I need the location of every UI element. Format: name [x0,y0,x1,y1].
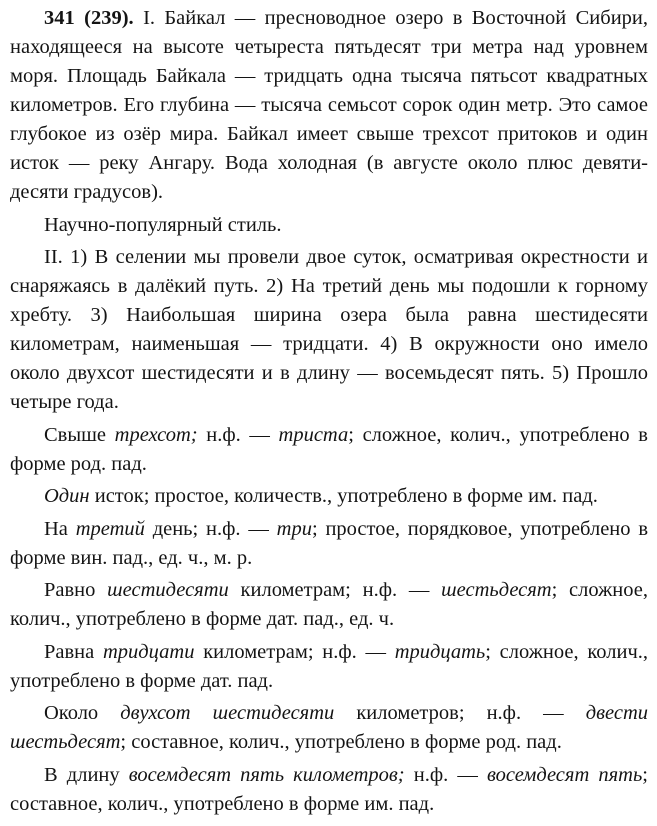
analysis-numeral: Один [44,485,90,507]
analysis-description: ; составное, колич., употреблено в форме род. пад. [120,731,562,753]
analysis-base-form: триста [278,423,349,446]
analysis-prefix: Равно [44,579,108,601]
analysis-item [10,515,648,573]
analysis-base-form: восемдесят пять [486,763,643,786]
analysis-middle: н.ф. — [197,423,279,446]
analysis-middle: день; н.ф. — [144,517,277,540]
exercise-part-one-text: I. Байкал — пресноводное озеро в Восточной Сибири, находящееся на высоте четыреста пятьдесят три метра над уровнем моря. Площадь Байкала — тридцать одна тысяча пятьсот квадратных километров. Его глубина — тысяча семьсот сорок один метр. Это самое глубокое из озёр мира. Байкал имеет свыше трехсот притоков и один исток — реку Ангару. Вода холодная (в августе около плюс девяти-десяти градусов). [10,7,649,203]
analysis-item [10,576,648,634]
analysis-middle: исток; простое, количеств., употреблено в форме им. пад. [89,485,598,507]
analysis-prefix: На [44,517,76,540]
analysis-middle: километров; н.ф. — [334,702,586,724]
analysis-item [10,482,648,511]
analysis-description: ; сложное, колич., употреблено в форме дат. пад., ед. ч. [10,579,648,630]
exercise-part-one [10,4,648,207]
analysis-item [10,421,648,479]
exercise-part-two: II. 1) В селении мы провели двое суток, осматривая окрестности и снаряжаясь в далёкий путь. 2) На третий день мы подошли к горному хребту. 3) Наибольшая ширина озера была равна шестидесяти километрам, наименьшая — тридцати. 4) В окружности оно имело около двухсот шестидесяти и в длину — восемьдесят пять. 5) Прошло четыре года. [10,246,648,413]
analysis-prefix: Около [44,702,121,724]
analysis-description: ; сложное, колич., употреблено в форме дат. пад. [10,640,648,692]
analysis-prefix: Равна [44,640,103,663]
analysis-description: ; сложное, колич., употреблено в форме род. пад. [10,423,648,475]
analysis-numeral: двухсот шестидесяти [120,702,335,724]
analysis-base-form: двести шестьдесят [10,702,649,753]
analysis-numeral: тридцати [102,640,195,663]
analysis-numeral: третий [75,517,145,540]
analysis-description: ; простое, порядковое, употреблено в форме вин. пад., ед. ч., м. р. [10,517,648,569]
analysis-item [10,638,648,696]
textbook-page [10,4,648,822]
analysis-item [10,699,648,757]
analysis-numeral: восемдесят пять километров; [128,763,405,786]
analysis-description: ; составное, колич., употреблено в форме им. пад. [10,763,648,815]
style-note: Научно-популярный стиль. [44,213,282,236]
analysis-numeral: шестидесяти [107,579,229,601]
analysis-middle: н.ф. — [404,763,487,786]
exercise-number: 341 (239). [44,7,134,29]
analysis-base-form: тридцать [394,640,486,663]
analysis-base-form: три [276,517,312,540]
analysis-base-form: шестьдесят [441,579,552,601]
analysis-item [10,761,648,819]
analysis-middle: километрам; н.ф. — [228,579,442,601]
analysis-middle: километрам; н.ф. — [194,640,395,663]
analysis-prefix: Свыше [44,423,115,446]
analysis-prefix: В длину [44,763,129,786]
analysis-numeral: трехсот; [114,423,198,446]
